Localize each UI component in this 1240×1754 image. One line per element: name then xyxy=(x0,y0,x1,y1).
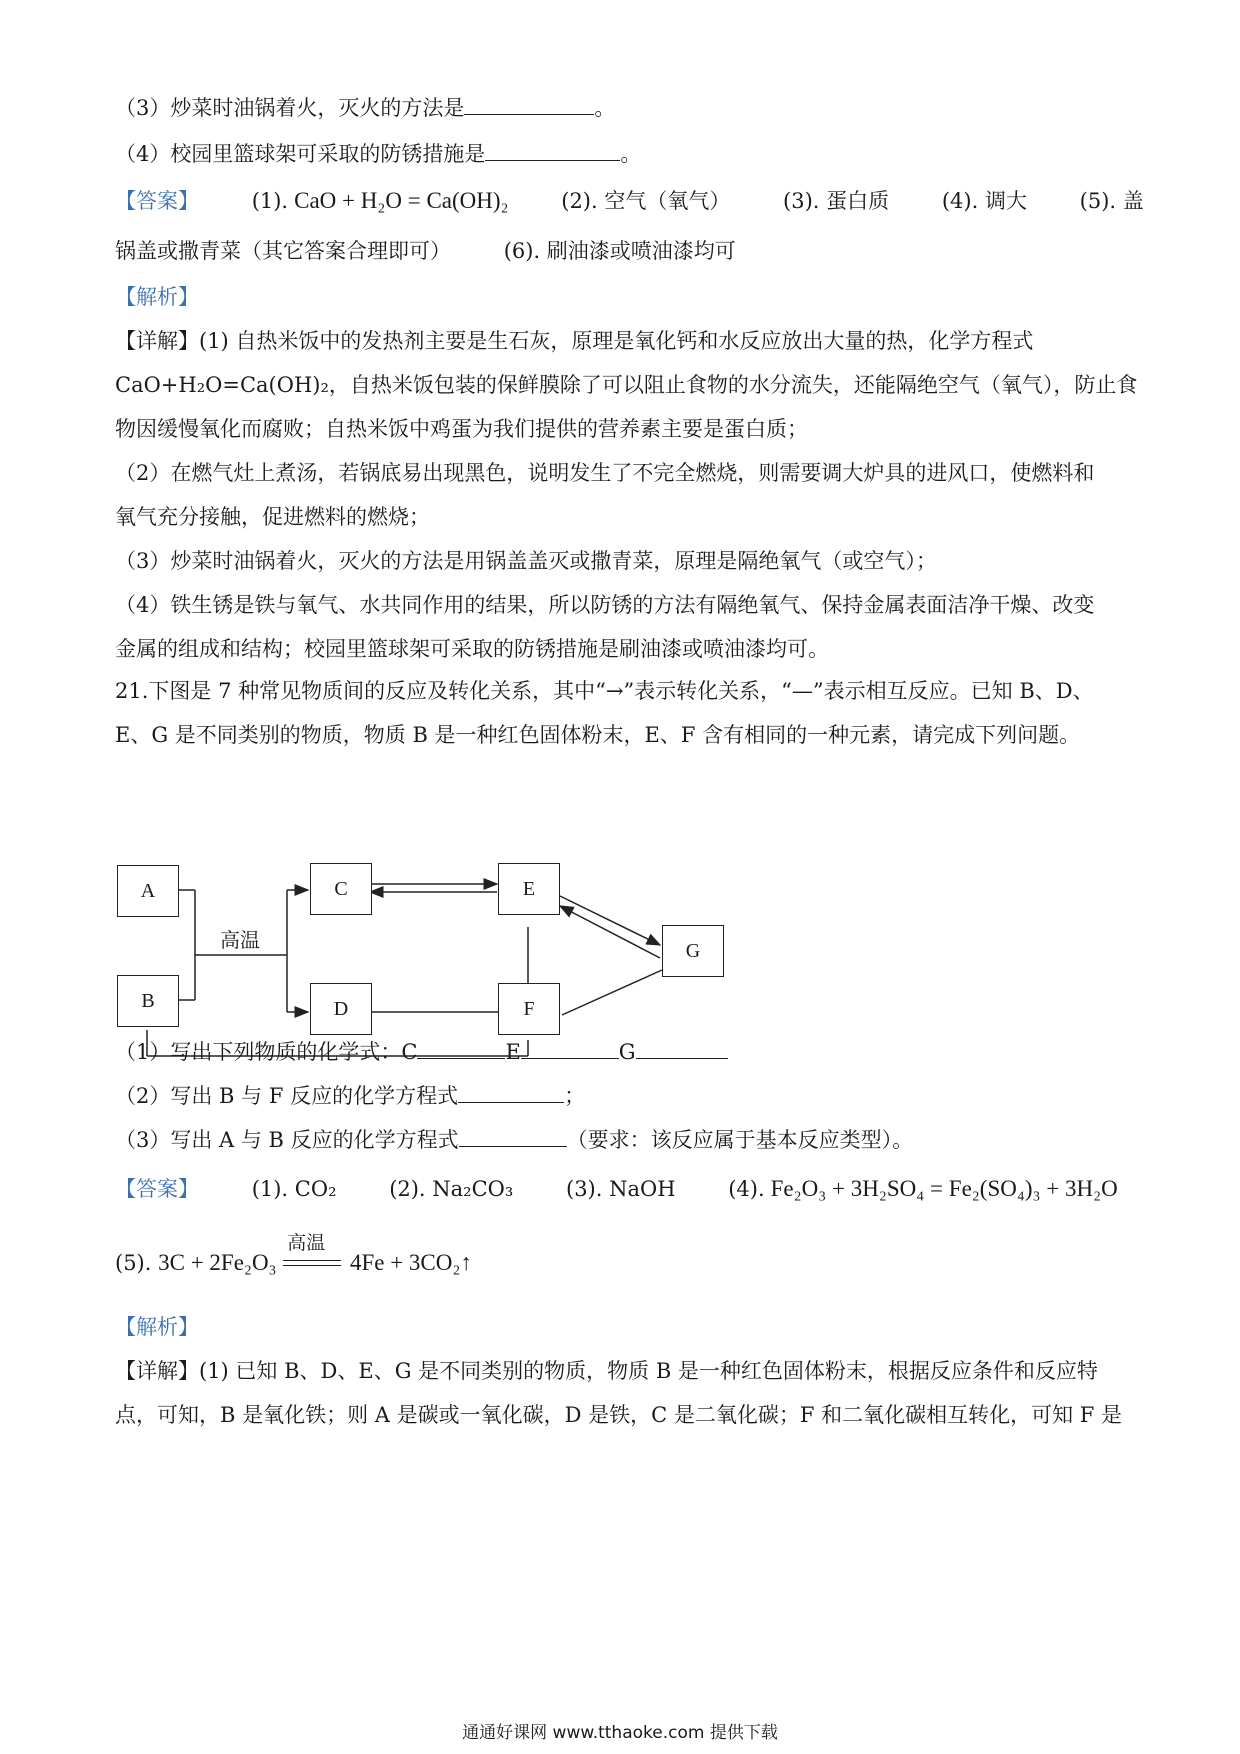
equals-line xyxy=(283,1265,341,1266)
answer-1: (1). CO₂ xyxy=(251,1177,337,1201)
answer-4-label: (4). xyxy=(728,1177,765,1201)
q20-part-3: （3）炒菜时油锅着火，灭火的方法是 。 xyxy=(115,92,615,123)
equals-line xyxy=(283,1260,341,1261)
q20-answers-cont xyxy=(115,236,782,266)
q21-detail-line: 【详解】(1) 已知 B、D、E、G 是不同类别的物质，物质 B 是一种红色固体粉末，根据反应条件和反应特 xyxy=(115,1359,1098,1383)
answer-3: (3). 蛋白质 xyxy=(783,189,890,213)
q21-detail-line: 点，可知，B 是氧化铁；则 A 是碳或一氧化碳，D 是铁，C 是二氧化碳；F 和二氧化碳相互转化，可知 F 是 xyxy=(115,1403,1123,1427)
q21-answer-5: (5). 3C + 2Fe₂O₃ 高温 4Fe + 3CO₂↑ xyxy=(115,1248,472,1288)
answer-blank[interactable] xyxy=(485,138,620,161)
q21-part-1: （1）写出下列物质的化学式：C E G xyxy=(115,1036,728,1067)
analysis-tag: 【解析】 xyxy=(115,285,199,309)
q20-detail-line: 物因缓慢氧化而腐败；自热米饭中鸡蛋为我们提供的营养素主要是蛋白质； xyxy=(115,417,808,441)
answer-tag: 【答案】 xyxy=(115,189,199,213)
q21-part-2: （2）写出 B 与 F 反应的化学方程式 ； xyxy=(115,1080,585,1111)
node-b: B xyxy=(117,975,179,1027)
answer-5-left: 3C + 2Fe₂O₃ xyxy=(158,1250,277,1275)
q21-answers xyxy=(115,1174,1118,1204)
answer-blank[interactable] xyxy=(459,1124,567,1147)
answer-2: (2). Na₂CO₃ xyxy=(389,1177,514,1201)
node-g: G xyxy=(662,925,724,977)
q21-stem-line: E、G 是不同类别的物质，物质 B 是一种红色固体粉末，E、F 含有相同的一种元素，请完成下列问题。 xyxy=(115,723,1081,747)
node-e: E xyxy=(498,863,560,915)
q21-part-3: （3）写出 A 与 B 反应的化学方程式 （要求：该反应属于基本反应类型）。 xyxy=(115,1124,913,1155)
node-a: A xyxy=(117,865,179,917)
answer-4-formula: Fe₂O₃ + 3H₂SO₄ = Fe₂(SO₄)₃ + 3H₂O xyxy=(770,1176,1118,1201)
condition-equals xyxy=(283,1231,343,1278)
analysis-tag: 【解析】 xyxy=(115,1315,199,1339)
q20-detail-line: 【详解】(1) 自热米饭中的发热剂主要是生石灰，原理是氧化钙和水反应放出大量的热，化学方程式 xyxy=(115,329,1034,353)
answer-blank-c[interactable] xyxy=(417,1036,505,1059)
answer-tag: 【答案】 xyxy=(115,1177,199,1201)
answer-5-cont: 锅盖或撒青菜（其它答案合理即可） xyxy=(115,239,451,263)
answer-1-label: (1). xyxy=(251,189,289,213)
reaction-condition: 高温 xyxy=(220,928,260,952)
q20-detail-line: （3）炒菜时油锅着火，灭火的方法是用锅盖盖灭或撒青菜，原理是隔绝氧气（或空气）； xyxy=(115,549,937,573)
q20-detail-line: 金属的组成和结构；校园里篮球架可采取的防锈措施是刷油漆或喷油漆均可。 xyxy=(115,637,829,661)
q20-detail-line: CaO+H₂O=Ca(OH)₂，自热米饭包装的保鲜膜除了可以阻止食物的水分流失，还能隔绝空气（氧气），防止食 xyxy=(115,373,1138,397)
q20-detail-line: 氧气充分接触，促进燃料的燃烧； xyxy=(115,505,430,529)
q20-answers xyxy=(115,186,1144,216)
answer-blank-e[interactable] xyxy=(521,1036,619,1059)
q20-detail-line: （4）铁生锈是铁与氧气、水共同作用的结果，所以防锈的方法有隔绝氧气、保持金属表面洁净干燥、改变 xyxy=(115,593,1095,617)
answer-1-formula: CaO + H₂O = Ca(OH)₂ xyxy=(294,188,509,213)
answer-5-condition: 高温 xyxy=(287,1231,326,1254)
q21-stem-line: 21.下图是 7 种常见物质间的反应及转化关系，其中“→”表示转化关系，“—”表示相互反应。已知 B、D、 xyxy=(115,679,1094,703)
answer-blank[interactable] xyxy=(464,92,594,115)
node-f: F xyxy=(498,983,560,1035)
q20-detail-line: （2）在燃气灶上煮汤，若锅底易出现黑色，说明发生了不完全燃烧，则需要调大炉具的进风口，使燃料和 xyxy=(115,461,1095,485)
answer-4: (4). 调大 xyxy=(941,189,1027,213)
q20-part-4: （4）校园里篮球架可采取的防锈措施是 。 xyxy=(115,138,641,169)
answer-5-right: 4Fe + 3CO₂↑ xyxy=(349,1250,472,1275)
answer-blank[interactable] xyxy=(458,1080,564,1103)
answer-2: (2). 空气（氧气） xyxy=(561,189,731,213)
page-footer: 通通好课网 www.tthaoke.com 提供下载 xyxy=(462,1723,778,1743)
answer-blank-g[interactable] xyxy=(636,1036,728,1059)
answer-5: (5). 盖 xyxy=(1079,189,1144,213)
node-c: C xyxy=(310,863,372,915)
answer-6: (6). 刷油漆或喷油漆均可 xyxy=(503,239,736,263)
node-d: D xyxy=(310,983,372,1035)
answer-3: (3). NaOH xyxy=(566,1177,676,1201)
